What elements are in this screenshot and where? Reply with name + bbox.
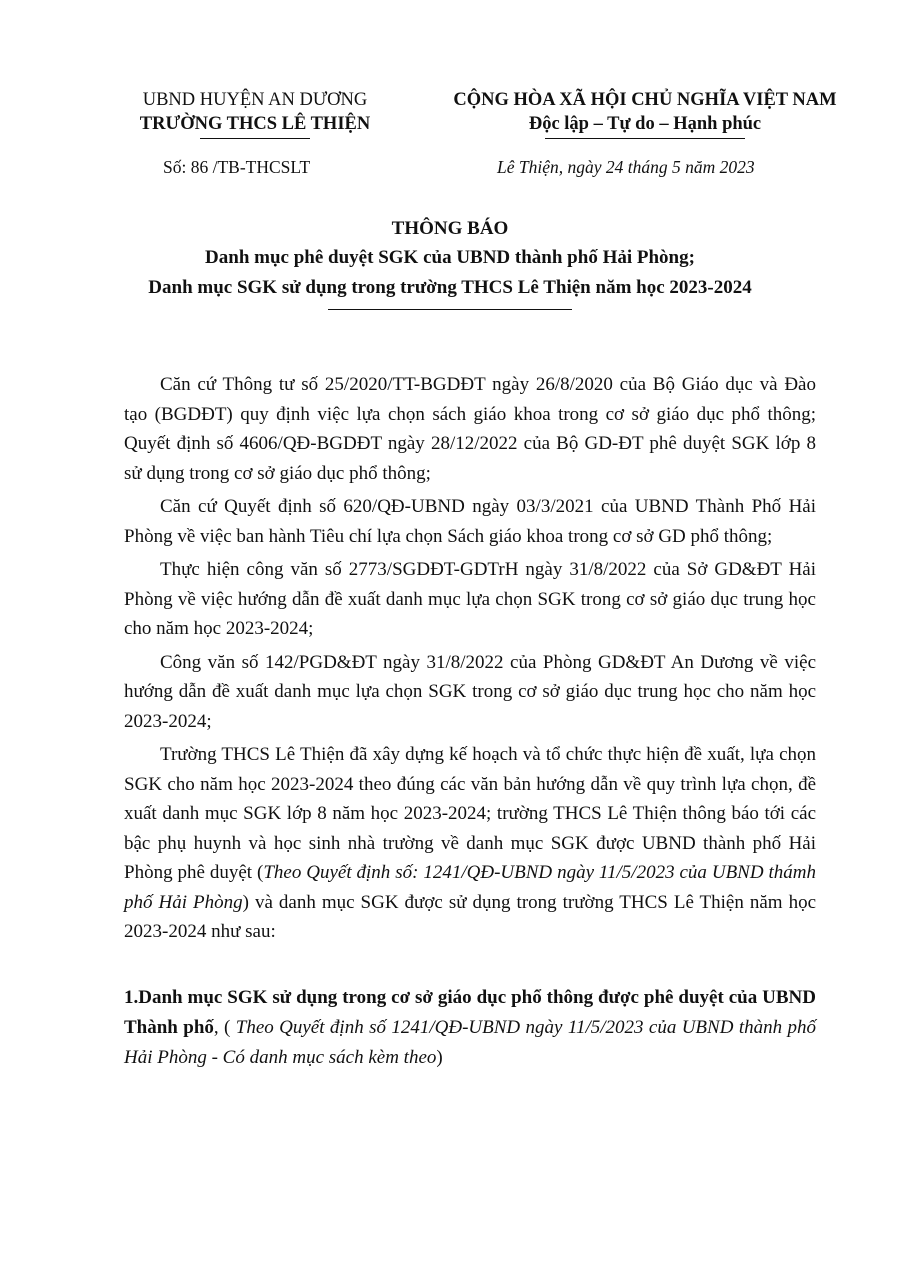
section-1	[124, 983, 816, 1073]
agency-underline	[200, 138, 310, 139]
agency-name: UBND HUYỆN AN DƯƠNG	[142, 90, 368, 110]
paragraph-implementation: Thực hiện công văn số 2773/SGDĐT-GDTrH ngày 31/8/2022 của Sở GD&ĐT Hải Phòng về việc hướng dẫn đề xuất danh mục lựa chọn SGK trong cơ sở giáo dục trung học cho năm học 2023-2024;	[124, 559, 816, 639]
paragraph-official-letter: Công văn số 142/PGD&ĐT ngày 31/8/2022 của Phòng GD&ĐT An Dương về việc hướng dẫn đề xuất danh mục lựa chọn SGK trong cơ sở giáo dục trung học cho năm học 2023-2024;	[124, 651, 816, 732]
paragraph-announcement	[124, 740, 816, 947]
document-subtitle-2: Danh mục SGK sử dụng trong trường THCS Lê Thiện năm học 2023-2024	[148, 277, 752, 298]
paragraph-legal-basis-1: Căn cứ Thông tư số 25/2020/TT-BGDĐT ngày 26/8/2020 của Bộ Giáo dục và Đào tạo (BGDĐT) quy định việc lựa chọn sách giáo khoa trong cơ sở giáo dục phổ thông; Quyết định số 4606/QĐ-BGDĐT ngày 28/12/2022 của Bộ GD-ĐT phê duyệt SGK lớp 8 sử dụng trong cơ sở giáo dục phổ thông;	[124, 374, 816, 484]
place-date: Lê Thiện, ngày 24 tháng 5 năm 2023	[497, 157, 755, 177]
issuing-agency	[105, 88, 405, 139]
title-underline	[328, 309, 572, 310]
document-title: THÔNG BÁO	[391, 218, 509, 239]
motto: Độc lập – Tự do – Hạnh phúc	[528, 114, 762, 134]
announcement-text-a: Trường THCS Lê Thiện đã xây dựng kế hoạch và tổ chức thực hiện đề xuất, lựa chọn SGK cho năm học 2023-2024 theo đúng các văn bản hướng dẫn về quy trình lựa chọn, đề xuất danh mục SGK lớp 8 năm học 2023-2024; trường THCS Lê Thiện thông báo tới các bậc phụ huynh và học sinh nhà trường về danh mục SGK được UBND thành phố Hải Phòng phê duyệt (	[124, 744, 816, 883]
announcement-decision-ref: Theo Quyết định số: 1241/QĐ-UBND ngày 11/5/2023 của UBND thámh phố Hải Phòng	[124, 862, 816, 913]
motto-underline	[545, 138, 745, 139]
announcement-text-b: ) và danh mục SGK được sử dụng trong trường THCS Lê Thiện năm học 2023-2024 như sau:	[124, 891, 817, 942]
paragraph-legal-basis-2: Căn cứ Quyết định số 620/QĐ-UBND ngày 03/3/2021 của UBND Thành Phố Hải Phòng về việc ban hành Tiêu chí lựa chọn Sách giáo khoa trong cơ sở GD phổ thông;	[124, 496, 816, 547]
school-name: TRƯỜNG THCS LÊ THIỆN	[139, 114, 371, 134]
national-header	[425, 88, 865, 139]
nation-name: CỘNG HÒA XÃ HỘI CHỦ NGHĨA VIỆT NAM	[453, 90, 837, 110]
document-body	[124, 370, 816, 947]
document-title-block	[60, 215, 840, 310]
section-1-separator: , (	[213, 1017, 236, 1038]
document-number: Số: 86 /TB-THCSLT	[163, 157, 311, 177]
document-subtitle-1: Danh mục phê duyệt SGK của UBND thành phố Hải Phòng;	[205, 247, 695, 268]
section-1-close: )	[436, 1047, 443, 1068]
section-1-note: Theo Quyết định số 1241/QĐ-UBND ngày 11/5/2023 của UBND thành phố Hải Phòng - Có danh mục sách kèm theo	[124, 1017, 816, 1068]
section-1-heading: 1.Danh mục SGK sử dụng trong cơ sở giáo dục phổ thông được phê duyệt của UBND Thành phố	[124, 987, 816, 1038]
